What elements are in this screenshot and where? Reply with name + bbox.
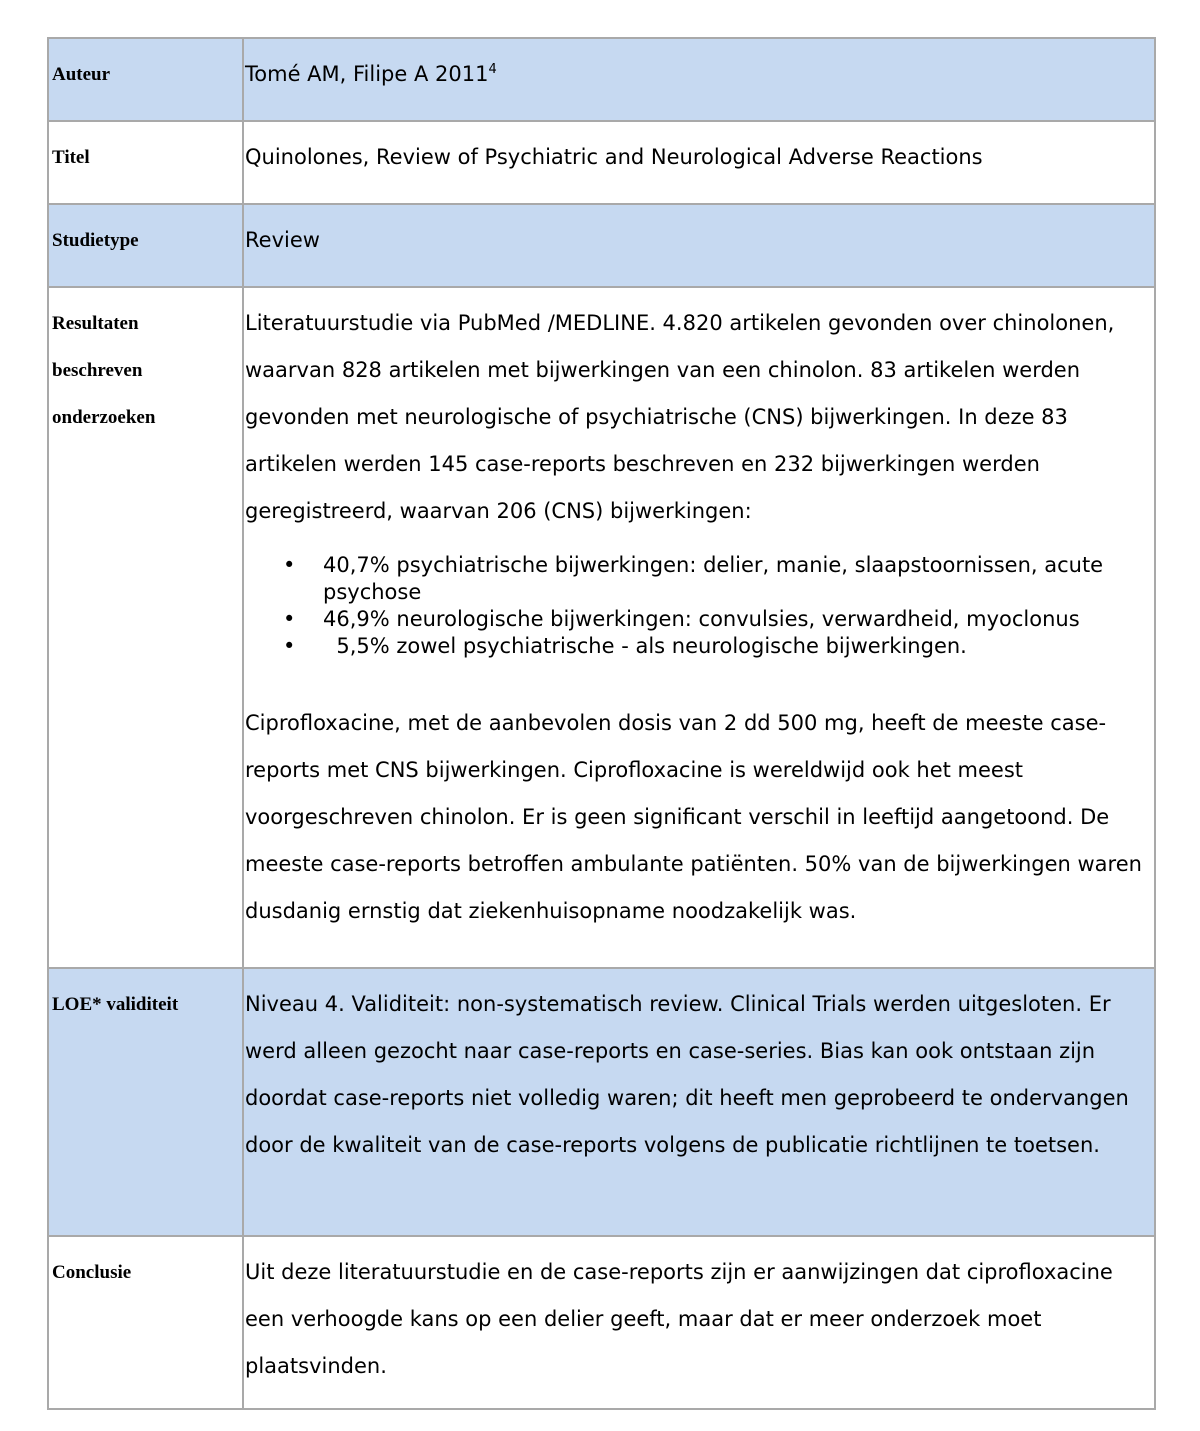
label-auteur-text: Auteur <box>52 64 111 85</box>
finding-item-2 <box>245 606 1154 633</box>
evidence-table <box>47 37 1156 1410</box>
finding-text: 5,5% zowel psychiatrische - als neurologische bijwerkingen. <box>323 634 967 658</box>
row-resultaten <box>48 287 1155 968</box>
label-conclusie <box>48 1236 243 1409</box>
study-title: Quinolones, Review of Psychiatric and Neurological Adverse Reactions <box>245 145 983 169</box>
label-auteur <box>48 38 243 121</box>
label-loe <box>48 968 243 1236</box>
row-studietype <box>48 204 1155 287</box>
row-auteur <box>48 38 1155 121</box>
label-studietype-text: Studietype <box>52 230 139 251</box>
finding-text: 46,9% neurologische bijwerkingen: convulsies, verwardheid, myoclonus <box>323 607 1080 631</box>
findings-list <box>245 552 1154 660</box>
finding-item-3 <box>245 633 1154 660</box>
label-loe-text: LOE* validiteit <box>52 994 179 1015</box>
label-resultaten-text: Resultaten beschreven onderzoeken <box>52 313 156 428</box>
finding-item-1 <box>245 552 1154 606</box>
value-studietype <box>243 204 1155 287</box>
row-conclusie <box>48 1236 1155 1409</box>
label-resultaten <box>48 287 243 968</box>
label-studietype <box>48 204 243 287</box>
bullet-icon: • <box>283 553 296 577</box>
label-conclusie-text: Conclusie <box>52 1262 132 1283</box>
author-names: Tomé AM, Filipe A 2011 <box>245 62 489 86</box>
value-auteur <box>243 38 1155 121</box>
reference-number: 4 <box>488 62 497 77</box>
results-body <box>245 288 1154 935</box>
row-titel <box>48 121 1155 204</box>
conclusion-text: Uit deze literatuurstudie en de case-reports zijn er aanwijzingen dat ciprofloxacine een verhoogde kans op een delier geeft, maar dat er meer onderzoek moet plaatsvinden. <box>245 1260 1113 1378</box>
row-loe <box>48 968 1155 1236</box>
author-citation <box>245 39 1154 98</box>
label-titel <box>48 121 243 204</box>
spacer <box>245 660 1154 700</box>
finding-text: 40,7% psychiatrische bijwerkingen: delier, manie, slaapstoornissen, acute psychose <box>323 553 1104 604</box>
validity-text: Niveau 4. Validiteit: non-systematisch review. Clinical Trials werden uitgesloten. Er werd alleen gezocht naar case-reports en case-series. Bias kan ook ontstaan zijn doordat case-reports niet volledig waren; dit heeft men geprobeerd te ondervangen door de kwaliteit van de case-reports volgens de publicatie richtlijnen te toetsen. <box>245 992 1129 1157</box>
value-conclusie <box>243 1236 1155 1409</box>
bullet-icon: • <box>283 607 296 631</box>
value-resultaten <box>243 287 1155 968</box>
value-titel <box>243 121 1155 204</box>
study-type: Review <box>245 228 320 252</box>
value-loe <box>243 968 1155 1236</box>
label-titel-text: Titel <box>52 147 90 168</box>
bullet-icon: • <box>283 634 296 658</box>
results-closing: Ciprofloxacine, met de aanbevolen dosis van 2 dd 500 mg, heeft de meeste case-reports met CNS bijwerkingen. Ciprofloxacine is wereldwijd ook het meest voorgeschreven chinolon. Er is geen significant verschil in leeftijd aangetoond. De meeste case-reports betroffen ambulante patiënten. 50% van de bijwerkingen waren dusdanig ernstig dat ziekenhuisopname noodzakelijk was. <box>245 711 1142 923</box>
results-intro: Literatuurstudie via PubMed /MEDLINE. 4.820 artikelen gevonden over chinolonen, waarvan 828 artikelen met bijwerkingen van een chinolon. 83 artikelen werden gevonden met neurologische of psychiatrische (CNS) bijwerkingen. In deze 83 artikelen werden 145 case-reports beschreven en 232 bijwerkingen werden geregistreerd, waarvan 206 (CNS) bijwerkingen: <box>245 311 1115 523</box>
